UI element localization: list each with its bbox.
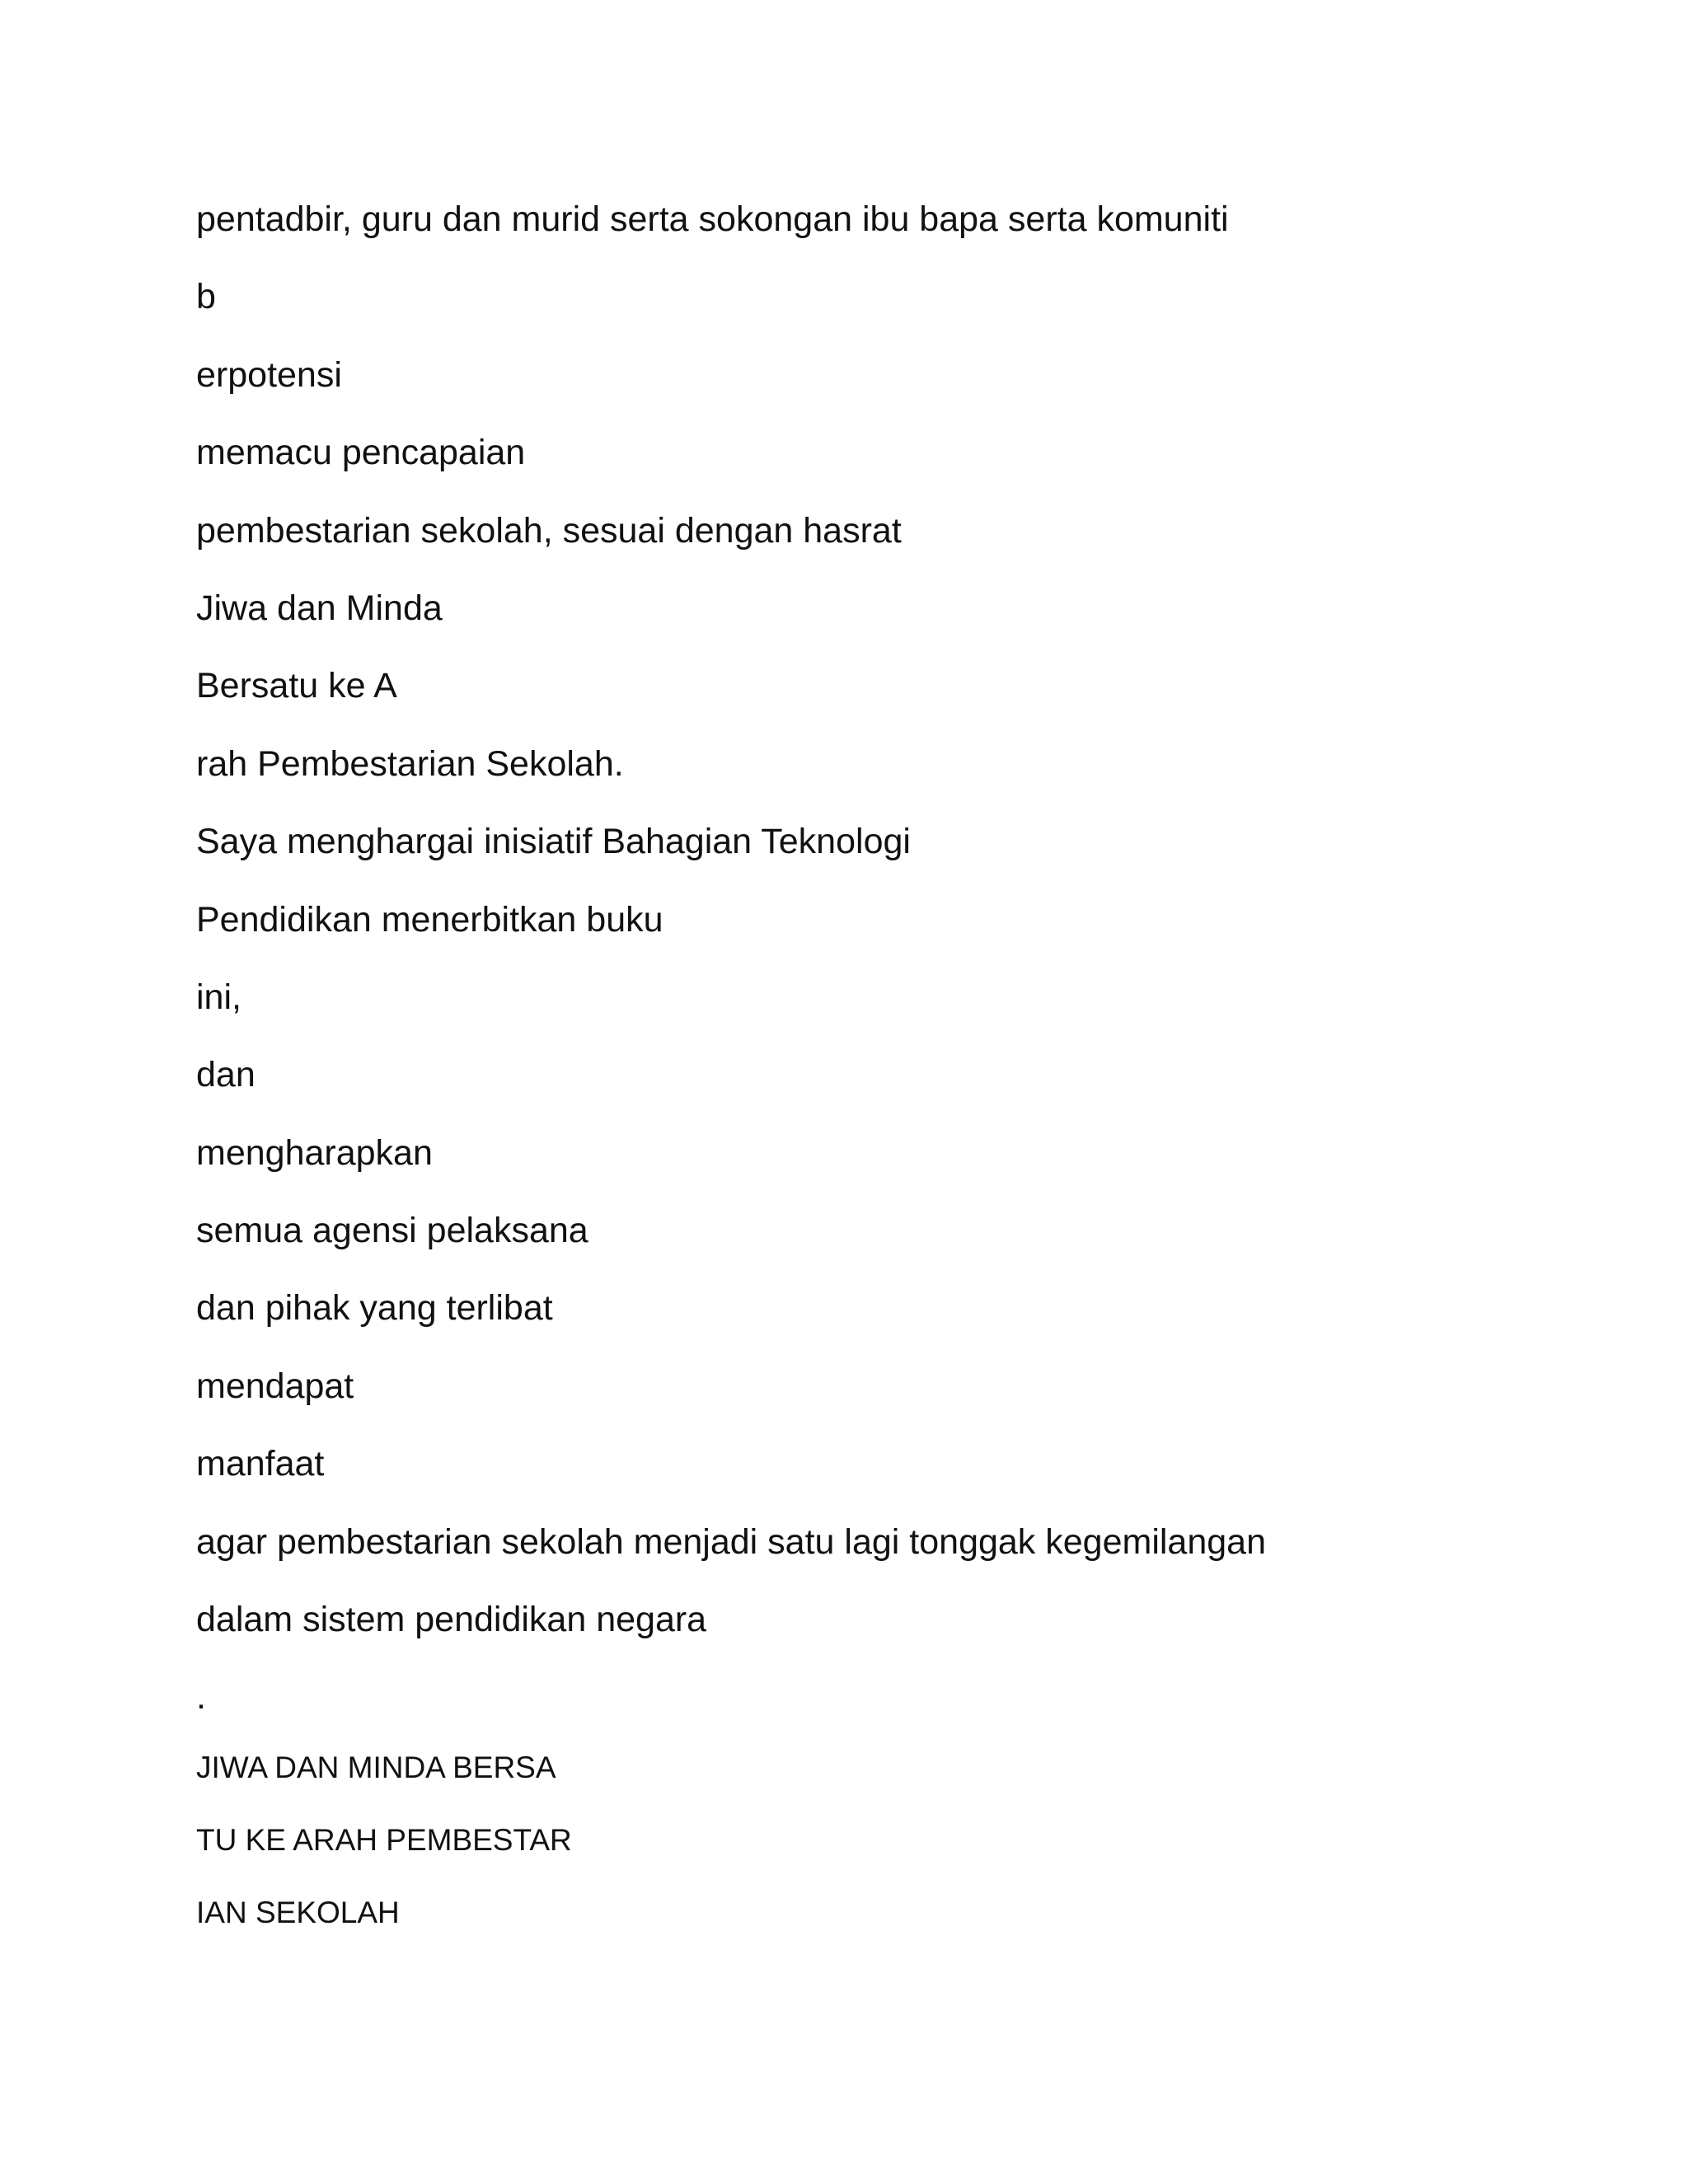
text-line: pembestarian sekolah, sesuai dengan hasrat — [196, 510, 902, 551]
body-text — [196, 191, 1597, 1747]
text-line: Pendidikan menerbitkan buku — [196, 899, 663, 940]
footer-line: TU KE ARAH PEMBESTAR — [196, 1823, 572, 1857]
text-line: mengharapkan — [196, 1132, 433, 1173]
text-line: Jiwa dan Minda — [196, 588, 443, 628]
footer-line: JIWA DAN MINDA BERSA — [196, 1750, 556, 1784]
footer-heading — [196, 1745, 1597, 1962]
text-line: semua agensi pelaksana — [196, 1211, 588, 1251]
text-line: ini, — [196, 977, 241, 1017]
text-line: rah Pembestarian Sekolah. — [196, 743, 624, 784]
text-line: dalam sistem pendidikan negara — [196, 1600, 707, 1640]
text-line: memacu pencapaian — [196, 433, 526, 473]
text-line: dan pihak yang terlibat — [196, 1288, 553, 1329]
footer-line: IAN SEKOLAH — [196, 1896, 400, 1929]
text-line: erpotensi — [196, 354, 342, 395]
text-line: pentadbir, guru dan murid serta sokongan ibu bapa serta komuniti — [196, 199, 1229, 239]
text-line: agar pembestarian sekolah menjadi satu lagi tonggak kegemilangan — [196, 1521, 1266, 1562]
text-line: dan — [196, 1055, 256, 1095]
text-line: manfaat — [196, 1444, 325, 1484]
text-line: Saya menghargai inisiatif Bahagian Teknologi — [196, 822, 911, 862]
text-line: mendapat — [196, 1366, 354, 1406]
text-line: . — [196, 1677, 206, 1718]
text-line: b — [196, 277, 216, 317]
text-line: Bersatu ke A — [196, 666, 397, 706]
